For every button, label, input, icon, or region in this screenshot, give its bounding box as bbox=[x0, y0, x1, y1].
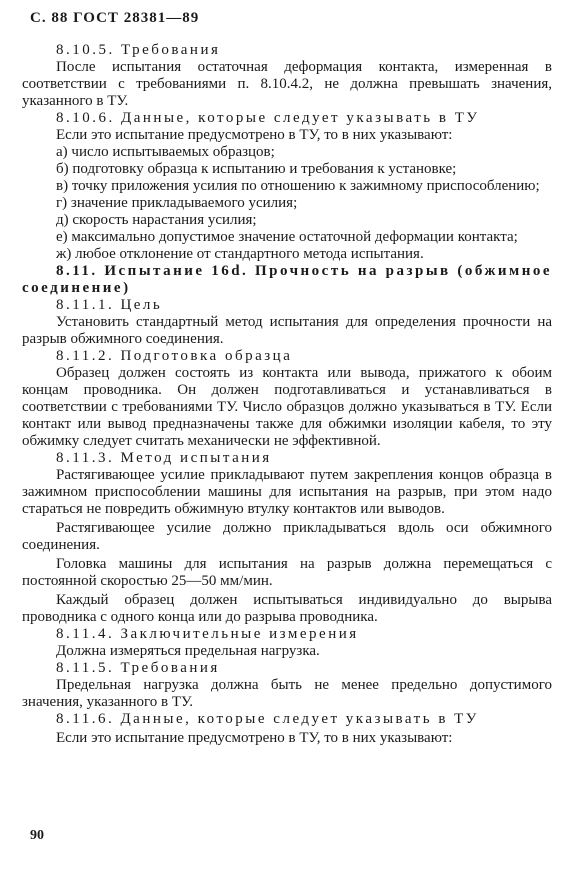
section-8-11-3-para-1: Растягивающее усилие прикладывают путем закрепления концов образца в зажимном приспособлении машины для испытания на разрыв, при этом надо стараться не повредить обжимную втулку контактов или выводов. bbox=[22, 467, 552, 517]
list-item-e: е) максимально допустимое значение остаточной деформации контакта; bbox=[56, 229, 518, 245]
section-8-11-title: 8.11. Испытание 16d. Прочность на разрыв (обжимное соединение) bbox=[22, 263, 552, 296]
document-body bbox=[22, 42, 552, 747]
page-header: С. 88 ГОСТ 28381—89 bbox=[30, 10, 200, 26]
section-8-11-2-title: 8.11.2. Подготовка образца bbox=[56, 348, 293, 364]
list-item-d: д) скорость нарастания усилия; bbox=[56, 212, 257, 228]
section-8-11-1-title: 8.11.1. Цель bbox=[56, 297, 163, 313]
list-item-zh: ж) любое отклонение от стандартного метода испытания. bbox=[56, 246, 424, 262]
section-8-11-5-title: 8.11.5. Требования bbox=[56, 660, 220, 676]
section-8-11-3-title: 8.11.3. Метод испытания bbox=[56, 450, 272, 466]
section-8-11-4-body: Должна измеряться предельная нагрузка. bbox=[56, 643, 320, 659]
section-8-11-2-body: Образец должен состоять из контакта или вывода, прижатого к обоим концам проводника. Он должен подготавливаться и устанавливаться в соответствии с требованиями ТУ. Число образцов должно указываться в ТУ. Если контакт или вывод предназначены также для обжимки изоляции кабеля, то эту обжимку следует считать механически не эффективной. bbox=[22, 365, 552, 449]
section-8-10-5-title: 8.10.5. Требования bbox=[56, 42, 221, 58]
list-item-b: б) подготовку образца к испытанию и требования к установке; bbox=[56, 161, 457, 177]
list-item-a: а) число испытываемых образцов; bbox=[56, 144, 275, 160]
list-item-g: г) значение прикладываемого усилия; bbox=[56, 195, 298, 211]
page-number: 90 bbox=[30, 828, 44, 843]
section-8-10-5-body: После испытания остаточная деформация контакта, измеренная в соответствии с требованиями п. 8.10.4.2, не должна превышать значения, указанного в ТУ. bbox=[22, 59, 552, 109]
section-8-11-6-intro: Если это испытание предусмотрено в ТУ, то в них указывают: bbox=[56, 730, 453, 746]
section-8-11-6-title: 8.11.6. Данные, которые следует указывать в ТУ bbox=[56, 711, 479, 727]
list-item-v: в) точку приложения усилия по отношению к зажимному приспособлению; bbox=[56, 178, 540, 194]
section-8-11-5-body: Предельная нагрузка должна быть не менее предельно допустимого значения, указанного в ТУ. bbox=[22, 677, 552, 710]
section-8-11-4-title: 8.11.4. Заключительные измерения bbox=[56, 626, 359, 642]
section-8-11-3-para-4: Каждый образец должен испытываться индивидуально до вырыва проводника с одного конца или до разрыва проводника. bbox=[22, 592, 552, 625]
section-8-10-6-title: 8.10.6. Данные, которые следует указывать в ТУ bbox=[56, 110, 480, 126]
section-8-11-3-para-3: Головка машины для испытания на разрыв должна перемещаться с постоянной скоростью 25—50 мм/мин. bbox=[22, 556, 552, 589]
section-8-10-6-intro: Если это испытание предусмотрено в ТУ, то в них указывают: bbox=[56, 127, 453, 143]
section-8-11-1-body: Установить стандартный метод испытания для определения прочности на разрыв обжимного соединения. bbox=[22, 314, 552, 347]
section-8-11-3-para-2: Растягивающее усилие должно прикладываться вдоль оси обжимного соединения. bbox=[22, 520, 552, 553]
